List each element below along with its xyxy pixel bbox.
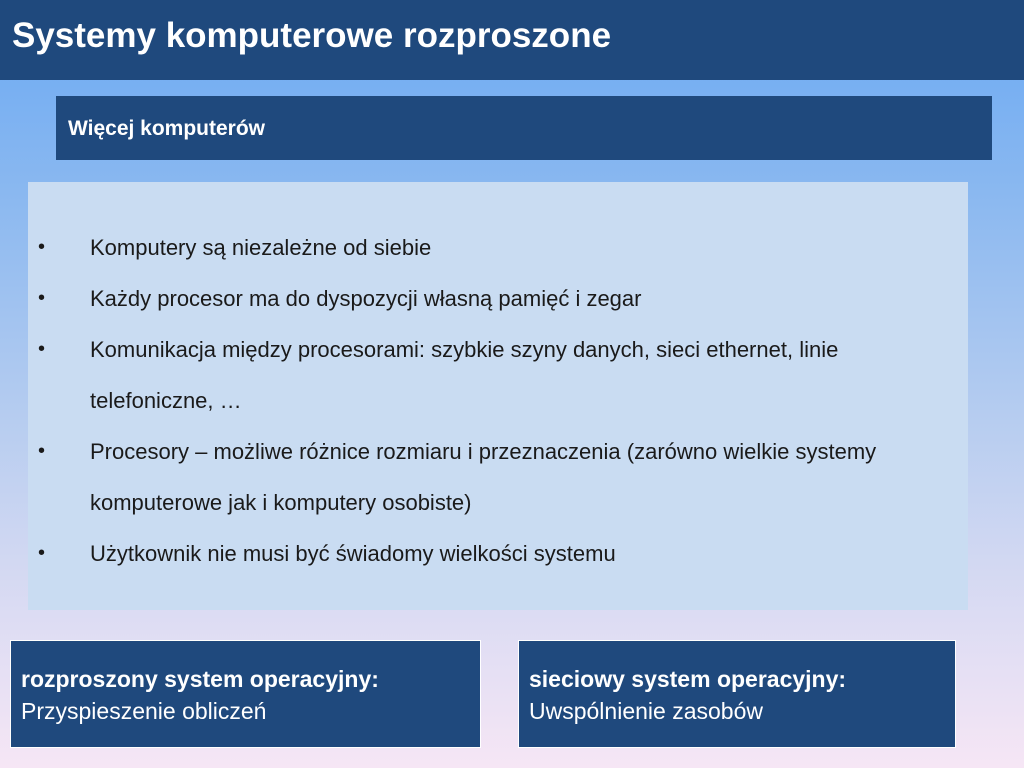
- bullet-text: Komputery są niezależne od siebie: [90, 235, 432, 260]
- bullet-item: [28, 324, 968, 426]
- bullet-marker: •: [38, 542, 46, 564]
- bullet-text: Procesory – możliwe różnice rozmiaru i przeznaczenia (zarówno wielkie systemy komputerowe jak i komputery osobiste): [90, 439, 877, 515]
- bullet-item: [28, 528, 968, 579]
- network-os-heading: sieciowy system operacyjny:: [529, 666, 847, 692]
- distributed-os-heading: rozproszony system operacyjny:: [21, 666, 379, 692]
- bullet-item: [28, 273, 968, 324]
- slide-title: Systemy komputerowe rozproszone: [12, 16, 612, 55]
- slide-subtitle: Więcej komputerów: [68, 117, 266, 140]
- subtitle-bar: [56, 96, 992, 160]
- bullet-marker: •: [38, 440, 46, 462]
- distributed-os-box: [10, 640, 481, 748]
- bullet-list: [28, 222, 968, 579]
- bullet-text: Każdy procesor ma do dyspozycji własną pamięć i zegar: [90, 286, 642, 311]
- bullet-marker: •: [38, 236, 46, 258]
- network-os-text: Uwspólnienie zasobów: [529, 698, 763, 724]
- distributed-os-text: Przyspieszenie obliczeń: [21, 698, 267, 724]
- bullet-text: Komunikacja między procesorami: szybkie szyny danych, sieci ethernet, linie telefoniczne, …: [90, 337, 839, 413]
- content-box: [28, 182, 968, 610]
- bullet-item: [28, 426, 968, 528]
- bullet-item: [28, 222, 968, 273]
- title-bar: [0, 0, 1024, 80]
- bullet-marker: •: [38, 338, 46, 360]
- bullet-marker: •: [38, 287, 46, 309]
- bullet-text: Użytkownik nie musi być świadomy wielkości systemu: [90, 541, 616, 566]
- network-os-box: [518, 640, 956, 748]
